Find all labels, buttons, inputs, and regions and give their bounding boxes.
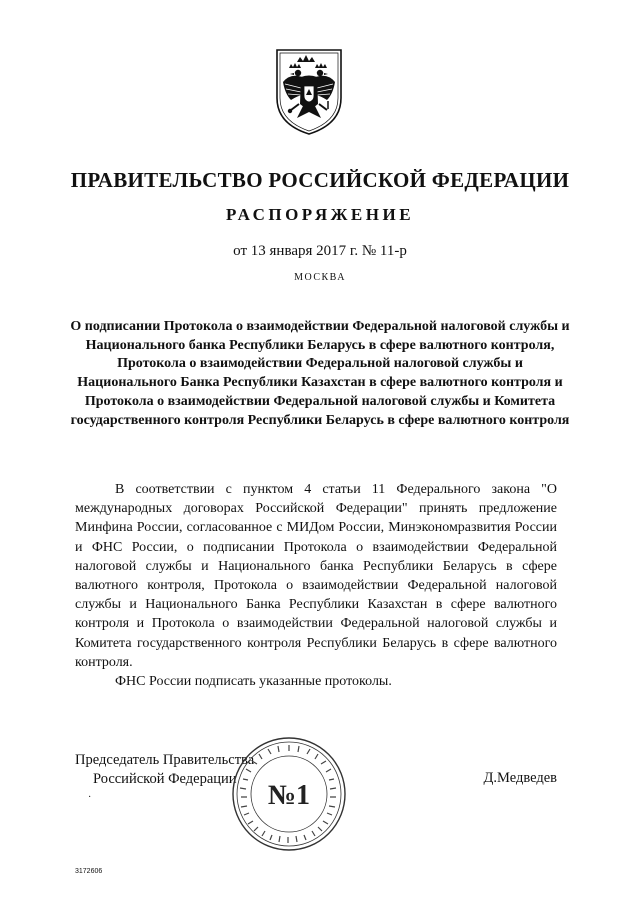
official-seal-icon xyxy=(230,735,348,853)
signature-mark: · xyxy=(88,792,92,803)
coat-of-arms-icon xyxy=(271,46,347,138)
signatory-title xyxy=(75,751,254,789)
government-title: ПРАВИТЕЛЬСТВО РОССИЙСКОЙ ФЕДЕРАЦИИ xyxy=(70,168,570,192)
document-date-number: от 13 января 2017 г. № 11-р xyxy=(233,243,407,259)
signatory-name: Д.Медведев xyxy=(483,770,557,786)
signatory-title-line-1: Председатель Правительства xyxy=(75,752,255,768)
signatory-title-line-2: Российской Федерации xyxy=(93,771,237,787)
seal-number: №1 xyxy=(267,780,311,811)
document-heading: О подписании Протокола о взаимодействии Федеральной налоговой службы и Национального банка Республики Беларусь в сфере валютного контроля, Протокола о взаимодействии Федеральной налоговой службы и Национального Банка Республики Казахстан в сфере валютного контроля и Протокола о взаимодействии Федеральной налоговой службы и Комитета государственного контроля Республики Беларусь в сфере валютного контроля xyxy=(70,319,570,428)
document-code: 3172606 xyxy=(75,868,103,875)
document-body xyxy=(75,480,557,691)
body-paragraph-2: ФНС России подписать указанные протоколы. xyxy=(115,674,392,690)
body-paragraph-1: В соответствии с пунктом 4 статьи 11 Федерального закона "О международных договорах Российской Федерации" принять предложение Минфина России, согласованное с МИДом России, Минэкономразвития России и ФНС России, о подписании Протокола о взаимодействии Федеральной налоговой службы и Национального банка Республики Беларусь в сфере валютного контроля, Протокола о взаимодействии Федеральной налоговой службы и Национального Банка Республики Казахстан в сфере валютного контроля и Протокола о взаимодействии Федеральной налоговой службы и Комитета государственного контроля Республики Беларусь в сфере валютного контроля. xyxy=(75,482,557,670)
document-type: РАСПОРЯЖЕНИЕ xyxy=(225,205,415,224)
document-city: МОСКВА xyxy=(294,272,346,283)
